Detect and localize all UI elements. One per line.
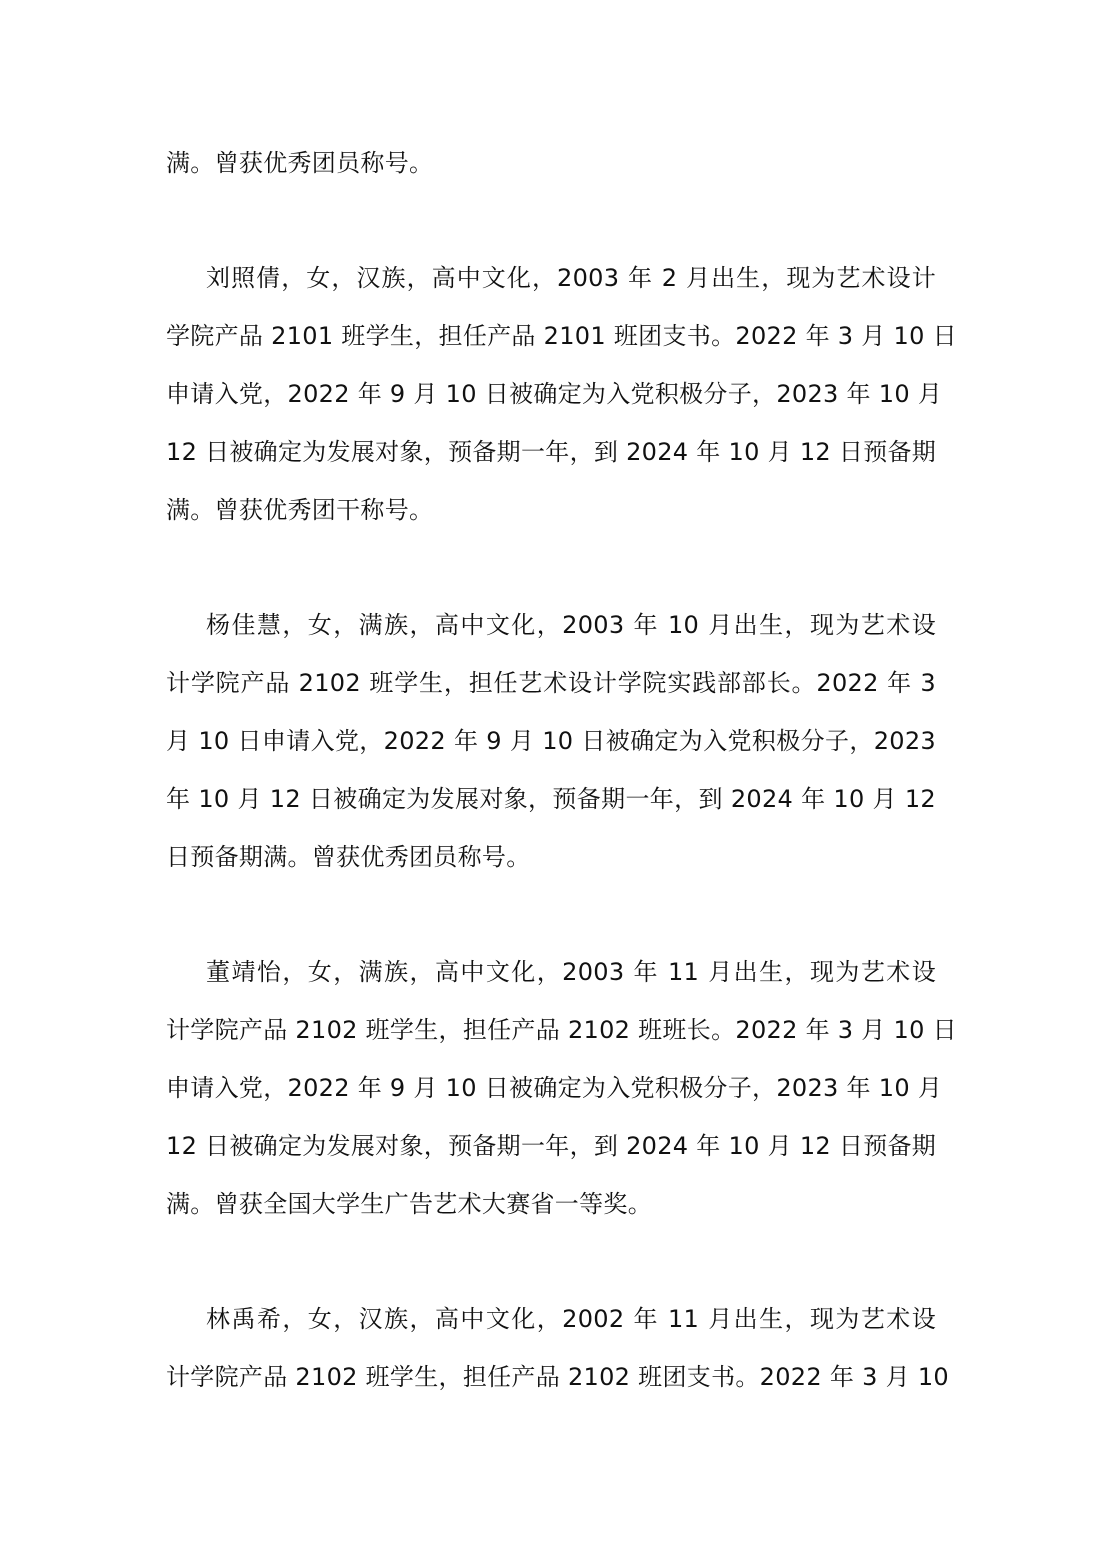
text-line: 月 10 日申请入党，2022 年 9 月 10 日被确定为入党积极分子，2023 [166,727,936,755]
text-line: 申请入党，2022 年 9 月 10 日被确定为入党积极分子，2023 年 10 月 [166,380,943,408]
text-line: 日预备期满。曾获优秀团员称号。 [166,843,531,871]
text-line: 计学院产品 2102 班学生，担任艺术设计学院实践部部长。2022 年 3 [166,669,936,697]
text-line: 林禹希，女，汉族，高中文化，2002 年 11 月出生，现为艺术设 [206,1305,936,1333]
text-line: 计学院产品 2102 班学生，担任产品 2102 班团支书。2022 年 3 月 10 [166,1363,949,1391]
text-line: 年 10 月 12 日被确定为发展对象，预备期一年，到 2024 年 10 月 12 [166,785,936,813]
text-line: 满。曾获全国大学生广告艺术大赛省一等奖。 [166,1190,652,1218]
text-line: 满。曾获优秀团干称号。 [166,496,434,524]
text-line: 申请入党，2022 年 9 月 10 日被确定为入党积极分子，2023 年 10 月 [166,1074,943,1102]
text-line: 刘照倩，女，汉族，高中文化，2003 年 2 月出生，现为艺术设计 [206,264,936,292]
text-line: 12 日被确定为发展对象，预备期一年，到 2024 年 10 月 12 日预备期 [166,1132,937,1160]
text-line: 杨佳慧，女，满族，高中文化，2003 年 10 月出生，现为艺术设 [206,611,936,639]
text-line: 计学院产品 2102 班学生，担任产品 2102 班班长。2022 年 3 月 10 日 [166,1016,957,1044]
text-line: 12 日被确定为发展对象，预备期一年，到 2024 年 10 月 12 日预备期 [166,438,937,466]
text-line: 满。曾获优秀团员称号。 [166,149,434,177]
text-line: 董靖怡，女，满族，高中文化，2003 年 11 月出生，现为艺术设 [206,958,936,986]
text-line: 学院产品 2101 班学生，担任产品 2101 班团支书。2022 年 3 月 10 日 [166,322,957,350]
